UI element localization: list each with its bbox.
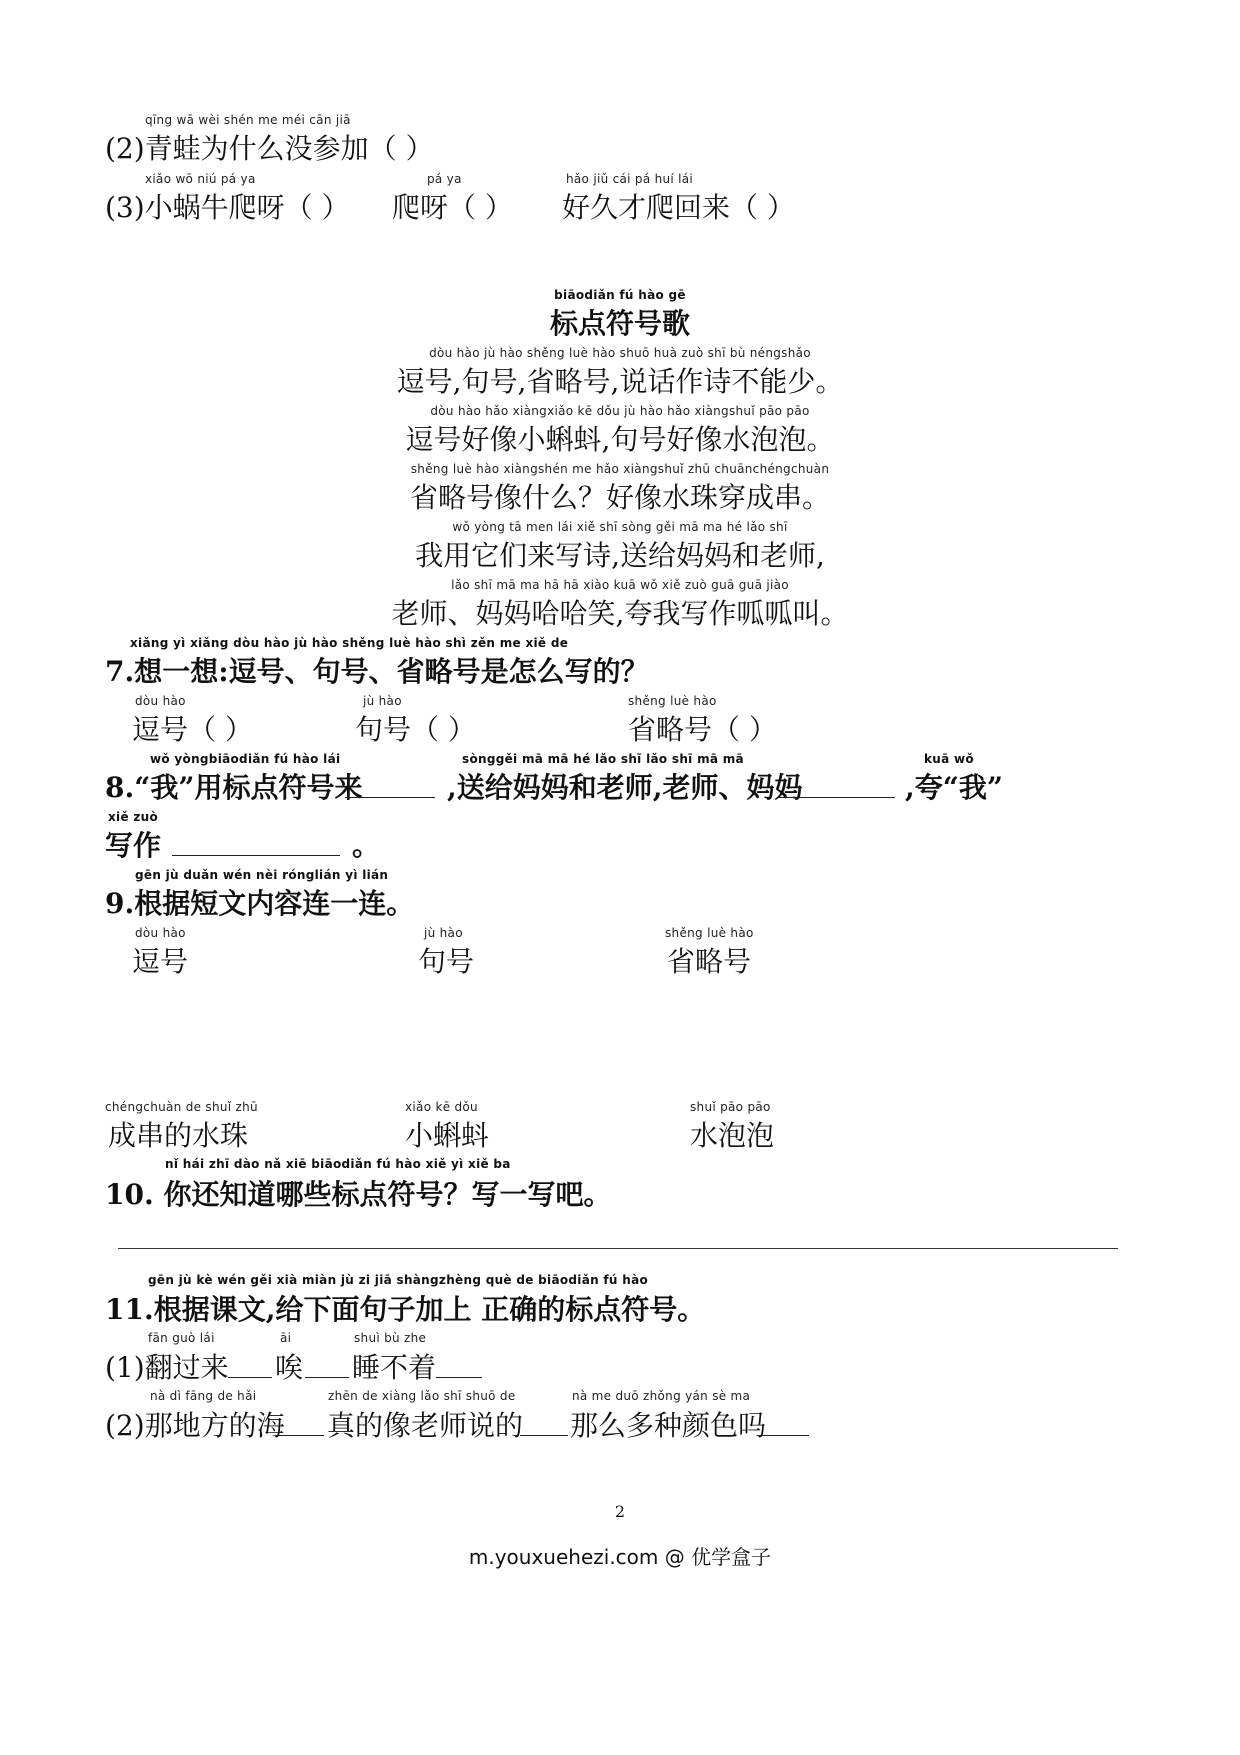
q6-item3-pinyin-b: pá ya: [427, 172, 462, 186]
q8-text-c: ,夸“我”: [905, 771, 1003, 804]
poem-line-1: 逗号,句号,省略号,说话作诗不能少。: [396, 365, 844, 398]
poem-title-pinyin: biāodiǎn fú hào gē: [554, 288, 686, 302]
q8-pinyin-c: kuā wǒ: [924, 752, 974, 766]
q11-s1-blank-1[interactable]: [228, 1377, 272, 1378]
site-footer[interactable]: m.youxuehezi.com @ 优学盒子: [468, 1545, 772, 1569]
q8-text-a: 8.“我”用标点符号来: [105, 771, 363, 804]
q9-top-3-pinyin: shěng luè hào: [665, 926, 754, 940]
q9-bottom-tadpole[interactable]: 小蝌蚪: [405, 1119, 490, 1152]
q9-pinyin: gēn jù duǎn wén nèi rónglián yì lián: [135, 868, 389, 882]
q8-blank-2[interactable]: [777, 797, 895, 798]
q11-question: 11.根据课文,给下面句子加上 正确的标点符号。: [105, 1293, 706, 1326]
q11-s2-pinyin-c: nà me duō zhǒng yán sè ma: [572, 1389, 751, 1403]
q9-top-period[interactable]: 句号: [418, 945, 475, 978]
q6-item2: (2)青蛙为什么没参加（ ）: [105, 132, 434, 165]
q6-item3-pinyin-a: xiǎo wō niú pá ya: [145, 172, 256, 186]
q7-period-pinyin: jù hào: [363, 694, 402, 708]
q7-ellipsis-pinyin: shěng luè hào: [628, 694, 717, 708]
q10-answer-line[interactable]: [118, 1248, 1118, 1249]
poem-line-3: 省略号像什么？好像水珠穿成串。: [409, 481, 830, 514]
q7-comma-answer: 逗号（ ）: [132, 713, 253, 746]
q10-pinyin: nǐ hái zhī dào nǎ xiē biāodiǎn fú hào xiě yì xiě ba: [165, 1157, 511, 1171]
q7-ellipsis-answer: 省略号（ ）: [628, 713, 777, 746]
q11-s1-pinyin-b: āi: [280, 1331, 292, 1345]
q11-s2-pinyin-b: zhēn de xiàng lǎo shī shuō de: [328, 1389, 516, 1403]
q9-bottom-beads[interactable]: 成串的水珠: [108, 1119, 249, 1152]
q11-s2-blank-1[interactable]: [276, 1435, 324, 1436]
q11-s1-pinyin-c: shuì bù zhe: [354, 1331, 427, 1345]
poem-line-3-pinyin: shěng luè hào xiàngshén me hǎo xiàngshuǐ zhū chuānchéngchuàn: [410, 462, 830, 476]
poem-line-2: 逗号好像小蝌蚪,句号好像水泡泡。: [405, 423, 835, 456]
q8-text-d: 写作: [105, 829, 162, 862]
q9-top-comma[interactable]: 逗号: [132, 945, 189, 978]
q7-period-answer: 句号（ ）: [355, 713, 476, 746]
poem-title: 标点符号歌: [549, 307, 690, 340]
q11-s2-text-a: (2)那地方的海: [105, 1409, 285, 1442]
q11-s1-blank-3[interactable]: [436, 1377, 482, 1378]
q10-question: 10. 你还知道哪些标点符号？写一写吧。: [105, 1178, 612, 1211]
q9-bottom-bubbles[interactable]: 水泡泡: [690, 1119, 775, 1152]
q6-item3-c: 好久才爬回来（ ）: [562, 191, 795, 224]
q11-s1-pinyin-a: fān guò lái: [148, 1331, 215, 1345]
poem-line-4: 我用它们来写诗,送给妈妈和老师,: [415, 539, 825, 572]
q11-s1-text-c: 睡不着: [352, 1351, 437, 1384]
q11-s2-blank-2[interactable]: [520, 1435, 568, 1436]
q9-bottom-1-pinyin: chéngchuàn de shuǐ zhū: [105, 1100, 258, 1114]
q8-pinyin-a: wǒ yòngbiāodiǎn fú hào lái: [150, 752, 341, 766]
q8-text-b: ,送给妈妈和老师,老师、妈妈: [447, 771, 803, 804]
q8-text-end: 。: [352, 829, 381, 862]
q8-pinyin-d: xiě zuò: [108, 810, 159, 824]
q7-pinyin: xiǎng yì xiǎng dòu hào jù hào shěng luè hào shì zěn me xiě de: [130, 636, 569, 650]
q9-bottom-2-pinyin: xiǎo kē dǒu: [405, 1100, 478, 1114]
q6-item2-pinyin: qīng wā wèi shén me méi cān jiā: [145, 113, 351, 127]
q7-question: 7.想一想:逗号、句号、省略号是怎么写的？: [105, 655, 649, 688]
q6-item3-b: 爬呀（ ）: [392, 191, 513, 224]
q7-comma-pinyin: dòu hào: [135, 694, 186, 708]
poem-line-5-pinyin: lǎo shī mā ma hā hā xiào kuā wǒ xiě zuò guā guā jiào: [451, 578, 789, 592]
q9-top-2-pinyin: jù hào: [424, 926, 463, 940]
poem-line-1-pinyin: dòu hào jù hào shěng luè hào shuō huà zuò shī bù néngshǎo: [429, 346, 811, 360]
q11-s1-text-b: 唉: [275, 1351, 304, 1384]
q11-s1-text-a: (1)翻过来: [105, 1351, 229, 1384]
q9-top-ellipsis[interactable]: 省略号: [667, 945, 752, 978]
poem-line-2-pinyin: dòu hào hǎo xiàngxiǎo kē dǒu jù hào hǎo xiàngshuǐ pāo pāo: [430, 404, 810, 418]
q8-blank-3[interactable]: [172, 855, 340, 856]
q11-pinyin: gēn jù kè wén gěi xià miàn jù zi jiā shàngzhèng què de biāodiǎn fú hào: [148, 1273, 649, 1287]
q8-pinyin-b: sònggěi mā mā hé lǎo shī lǎo shī mā mā: [462, 752, 744, 766]
q9-bottom-3-pinyin: shuǐ pāo pāo: [690, 1100, 771, 1114]
q9-top-1-pinyin: dòu hào: [135, 926, 186, 940]
q8-blank-1[interactable]: [345, 797, 435, 798]
q11-s1-blank-2[interactable]: [305, 1377, 349, 1378]
poem-line-4-pinyin: wǒ yòng tā men lái xiě shī sòng gěi mā ma hé lǎo shī: [452, 520, 788, 534]
q11-s2-text-b: 真的像老师说的: [327, 1409, 524, 1442]
q11-s2-pinyin-a: nà dì fāng de hǎi: [150, 1389, 257, 1403]
page-number: 2: [614, 1502, 626, 1521]
q11-s2-text-c: 那么多种颜色吗: [570, 1409, 767, 1442]
q11-s2-blank-3[interactable]: [757, 1435, 809, 1436]
poem-line-5: 老师、妈妈哈哈笑,夸我写作呱呱叫。: [391, 597, 849, 630]
q6-item3-pinyin-c: hǎo jiǔ cái pá huí lái: [566, 172, 694, 186]
q6-item3-a: (3)小蜗牛爬呀（ ）: [105, 191, 350, 224]
q9-question: 9.根据短文内容连一连。: [105, 887, 415, 920]
